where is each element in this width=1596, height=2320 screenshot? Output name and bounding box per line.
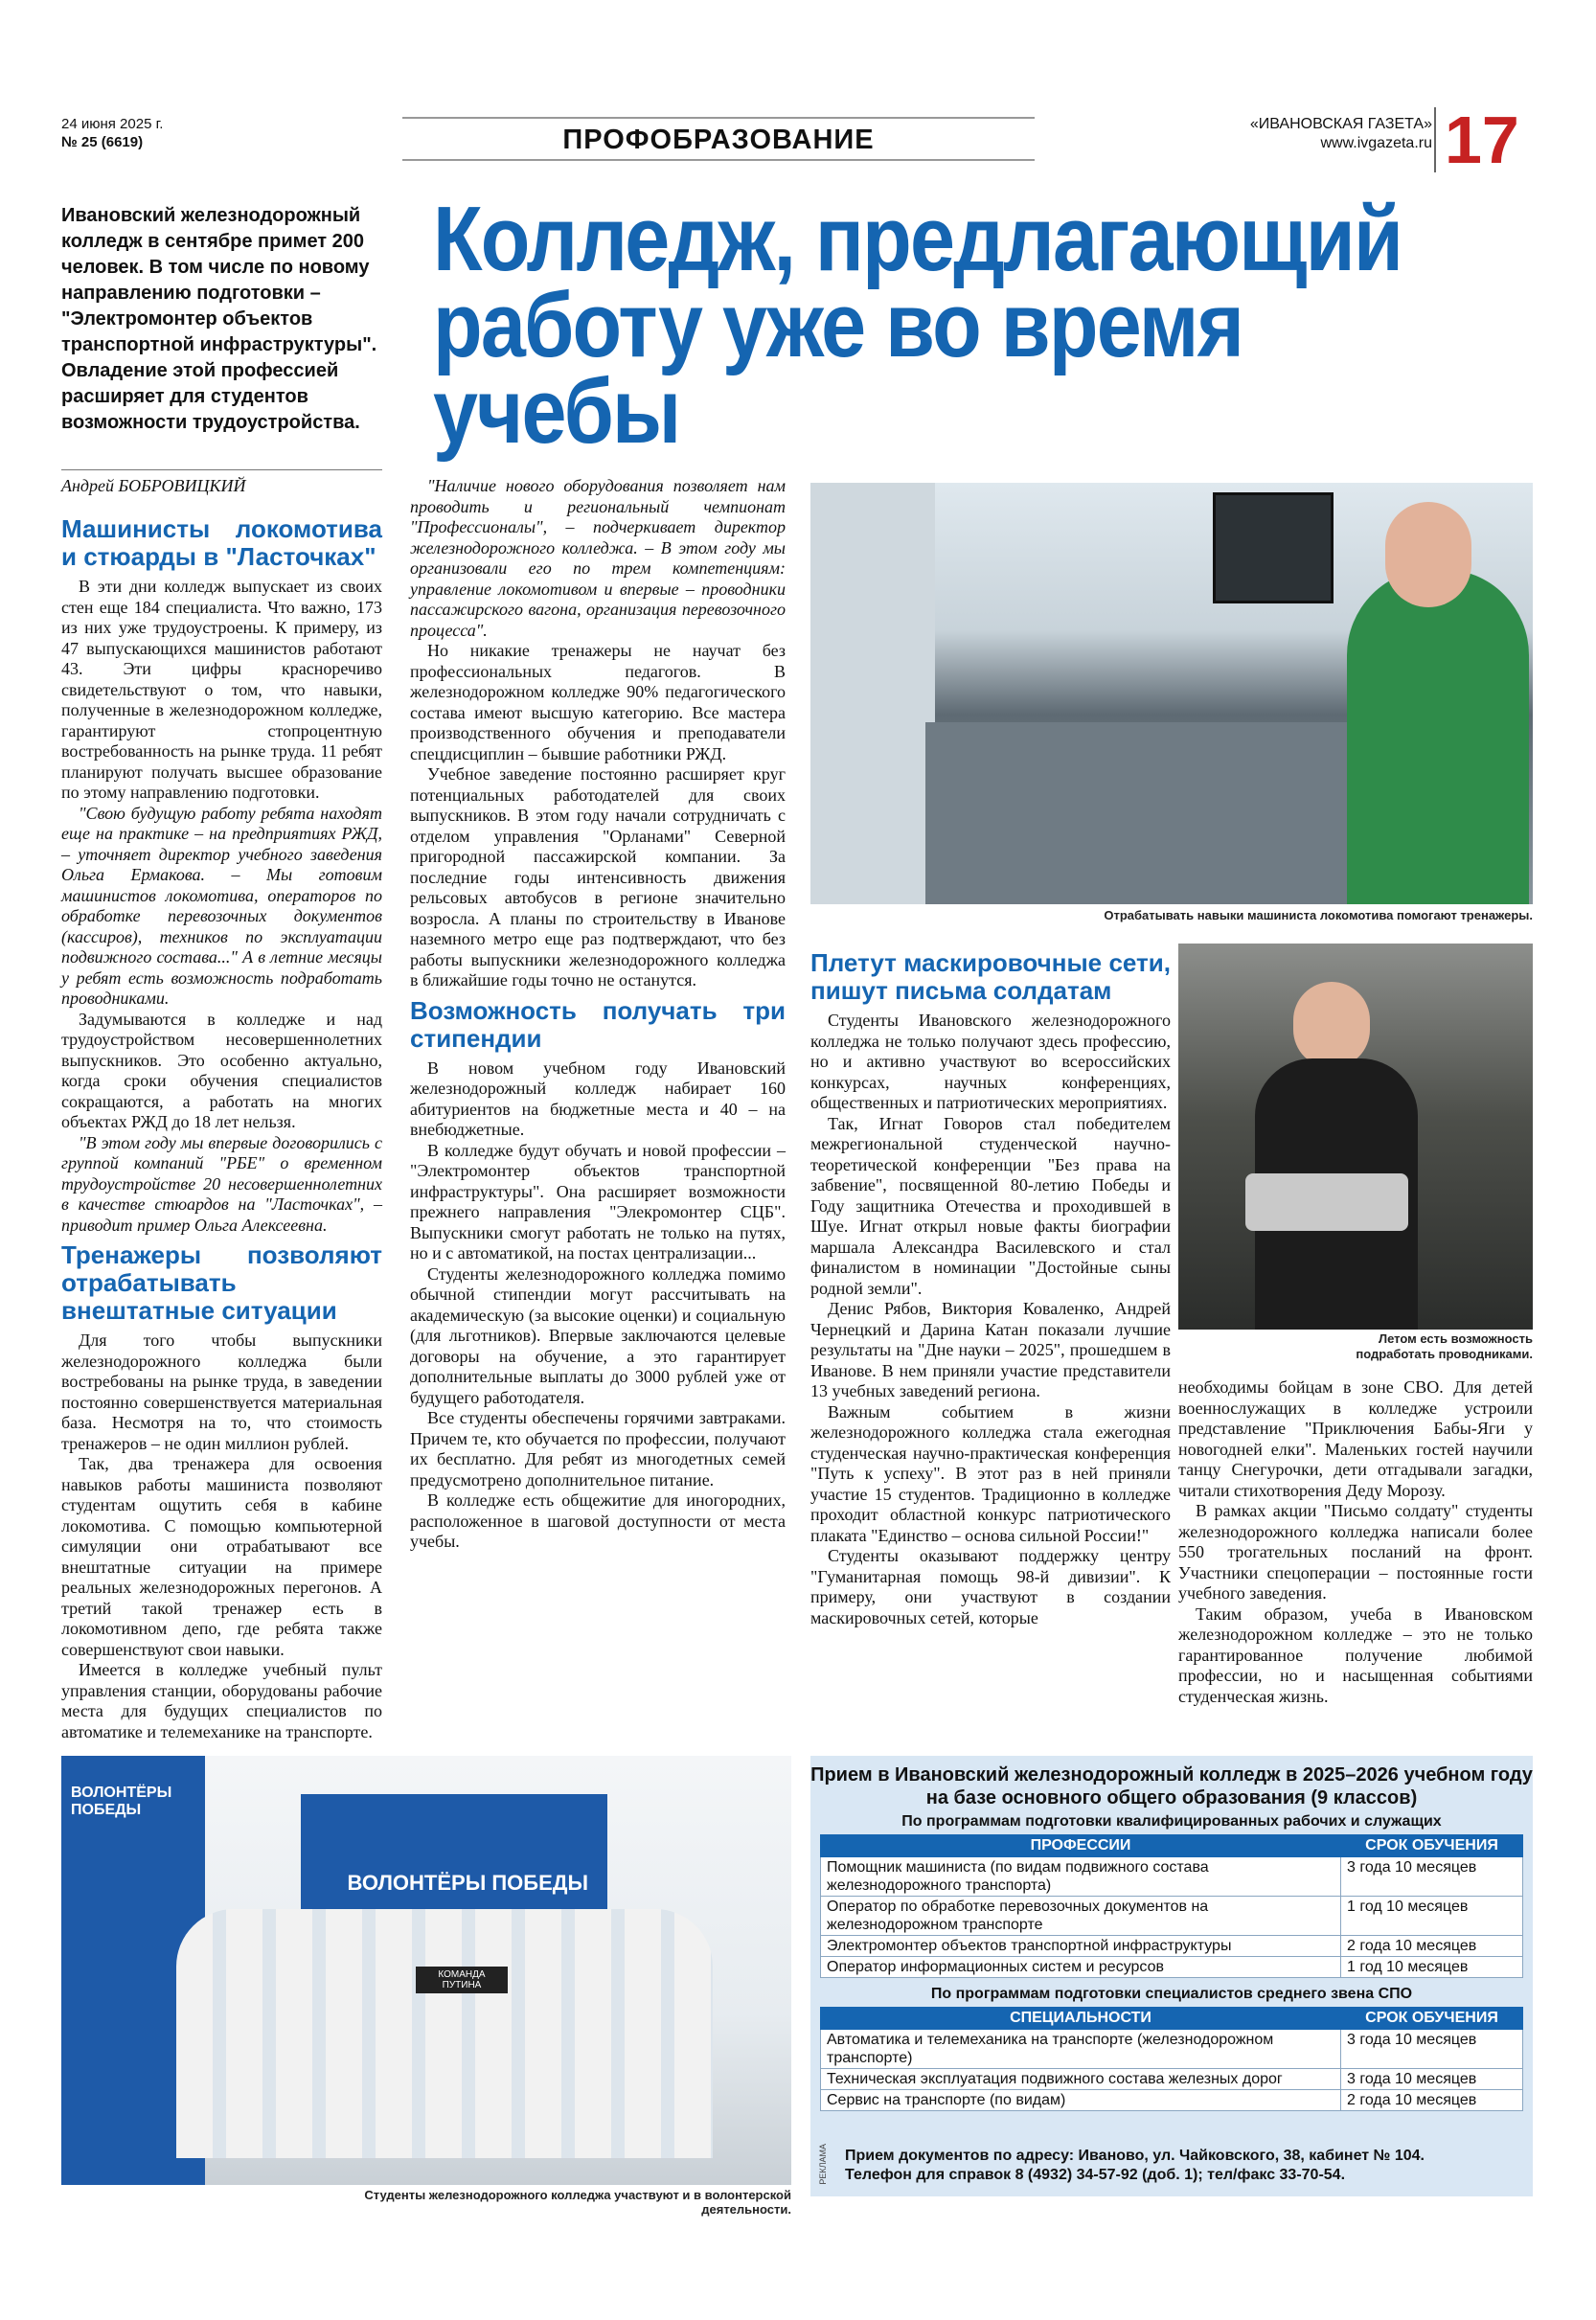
admission-contacts [845, 2147, 1425, 2185]
paragraph: Студенты оказывают поддержку центру "Гуманитарная помощь 98-й дивизии". К примеру, они участвуют в создании маскировочных сетей, которые [810, 1546, 1171, 1627]
program-name-cell: Сервис на транспорте (по видам) [821, 2090, 1341, 2111]
banner-text: ВОЛОНТЁРЫ ПОБЕДЫ [347, 1871, 588, 1895]
section-label: ПРОФОБРАЗОВАНИЕ [562, 125, 875, 155]
paragraph: Студенты железнодорожного колледжа помимо обычной стипендии могут рассчитывать на академическую (за высокие оценки) и социальную (для льготников). Впервые заключаются целевые договоры на обучение, а это гарантирует дополнительные выплаты до 3000 рублей уже от будущего работодателя. [410, 1263, 786, 1407]
subheading: Тренажеры позволяют отрабатывать внештатные ситуации [61, 1240, 382, 1325]
duration-cell: 3 года 10 месяцев [1341, 2030, 1523, 2069]
paragraph: В новом учебном году Ивановский железнодорожный колледж набирает 160 абитуриентов на бюджетные места и 40 – на внебюджетные. [410, 1058, 786, 1139]
byline-divider [61, 469, 382, 470]
ad-mark: РЕКЛАМА [818, 2144, 828, 2185]
admission-title-line1: Прием в Ивановский железнодорожный колледж в 2025–2026 учебном году [810, 1764, 1533, 1785]
admission-box [810, 1756, 1533, 2196]
paper-info [1150, 115, 1432, 153]
student-figure [1347, 569, 1529, 904]
paragraph: В колледже будут обучать и новой профессии – "Электромонтер объектов транспортной инфраструктуры". Она расширяет возможности прежнего направления "Элекромонтер СЦБ". Выпускники смогут работать не только на путях, но и с автоматикой, на постах централизации... [410, 1140, 786, 1262]
program-name-cell: Помощник машиниста (по видам подвижного состава железнодорожного транспорта) [821, 1857, 1341, 1897]
byline: Андрей БОБРОВИЦКИЙ [61, 476, 246, 495]
program-name-cell: Техническая эксплуатация подвижного состава железных дорог [821, 2069, 1341, 2090]
banner-text: ВОЛОНТЁРЫ ПОБЕДЫ [71, 1785, 172, 1818]
group-of-students [176, 1909, 713, 2158]
paragraph: Таким образом, учеба в Ивановском железнодорожном колледже – это не только гарантированное получение любимой профессии, но и насыщенная событиями студенческая жизнь. [1178, 1604, 1533, 1706]
program-name-cell: Автоматика и телемеханика на транспорте (железнодорожном транспорте) [821, 2030, 1341, 2069]
table-header [821, 2008, 1523, 2030]
paragraph: В колледже есть общежитие для иногородних, расположенное в шаговой доступности от места учебы. [410, 1490, 786, 1551]
issue-number: № 25 (6619) [61, 134, 144, 150]
subheading: Машинисты локомотива и стюарды в "Ласточках" [61, 514, 382, 571]
table-row [821, 1857, 1523, 1897]
quote: "Свою будущую работу ребята находят еще на практике – на предприятиях РЖД, – уточняет директор учебного заведения Ольга Ермакова. – Мы готовим машинистов локомотива, операторов по обработке перевозочных документов (кассиров), техников по эксплуатации подвижного состава..." А в летние месяцы у ребят есть возможность подработать проводниками. [61, 803, 382, 1008]
issue-info [61, 115, 163, 151]
admission-subtitle: По программам подготовки специалистов среднего звена СПО [930, 1986, 1413, 2002]
table-row [821, 1897, 1523, 1936]
issue-date: 24 июня 2025 г. [61, 116, 164, 132]
conductor-photo [1178, 944, 1533, 1330]
paragraph: Имеется в колледже учебный пульт управления станции, оборудованы рабочие места для будущих специалистов по автоматике и телемеханике на транспорте. [61, 1660, 382, 1741]
duration-cell: 3 года 10 месяцев [1341, 1857, 1523, 1897]
conductor-head [1293, 982, 1370, 1068]
table-header [821, 1835, 1523, 1857]
paragraph: Так, два тренажера для освоения навыков работы машиниста позволяют студентам ощутить себя в кабине локомотива. С помощью компьютерной симуляции они отрабатывают все внештатные ситуации на примере реальных железнодорожных перегонов. А третий такой тренажер есть в локомотивном депо, где ребята также совершенствуют свои навыки. [61, 1454, 382, 1659]
subheading: Плетут маскировочные сети, пишут письма солдатам [810, 948, 1171, 1005]
paragraph: Студенты Ивановского железнодорожного колледжа не только получают здесь профессию, но и активно участвуют во всероссийских конкурсах, научных конференциях, общественных и патриотических мероприятиях. [810, 1011, 1171, 1112]
page-number: 17 [1445, 102, 1519, 177]
paragraph: Важным событием в жизни железнодорожного колледжа стала ежегодная студенческая научно-практическая конференция "Путь к успеху". В этот раз в ней приняли участие 15 студентов. Традиционно в колледже проходит областной конкурс патриотического плаката "Единство – основа сильной России!" [810, 1401, 1171, 1545]
shirt-text: КОМАНДА ПУТИНА [416, 1967, 508, 1993]
column-header: СРОК ОБУЧЕНИЯ [1341, 2008, 1523, 2030]
monitor-shape [810, 483, 935, 904]
student-head [1385, 502, 1471, 607]
paragraph: В рамках акции "Письмо солдату" студенты железнодорожного колледжа написали более 550 трогательных посланий на фронт. Участники спецоперации – постоянные гости учебного заведения. [1178, 1501, 1533, 1603]
column-header: ПРОФЕССИИ [821, 1835, 1341, 1857]
serving-tray [1245, 1173, 1408, 1231]
photo-caption: Студенты железнодорожного колледжа участвуют и в волонтерской деятельности. [364, 2188, 791, 2217]
column-4 [1178, 1377, 1533, 1707]
column-header: СПЕЦИАЛЬНОСТИ [821, 2008, 1341, 2030]
duration-cell: 1 год 10 месяцев [1341, 1897, 1523, 1936]
table-row [821, 2090, 1523, 2111]
paragraph: Для того чтобы выпускники железнодорожного колледжа были востребованы на рынке труда, в заведении постоянно совершенствуется материальная база. Несмотря на то, что стоимость тренажеров – не один миллион рублей. [61, 1331, 382, 1453]
quote: "В этом году мы впервые договорились с группой компаний "РБЕ" о временном трудоустройстве 20 несовершеннолетних в качестве стюардов на "Ласточках", – приводит пример Ольга Алексеевна. [61, 1132, 382, 1235]
admission-subtitle: По программам подготовки квалифицированных рабочих и служащих [901, 1813, 1442, 1830]
duration-cell: 3 года 10 месяцев [1341, 2069, 1523, 2090]
photo-caption: Летом есть возможность подработать проводниками. [1356, 1331, 1533, 1361]
volunteers-photo [61, 1756, 791, 2185]
article-title: Колледж, предлагающий работу уже во время учебы [433, 188, 1402, 463]
paragraph: необходимы бойцам в зоне СВО. Для детей военнослужащих в колледже устроили представление "Приключения Бабы-Яги у новогодней елки". Маленьких гостей научили танцу Снегурочки, дети отгадывали загадки, читали стихотворения Деду Морозу. [1178, 1377, 1533, 1500]
professions-table [820, 1834, 1523, 1978]
section-banner [402, 117, 1035, 161]
photo-caption: Отрабатывать навыки машиниста локомотива помогают тренажеры. [1104, 908, 1533, 922]
table-row [821, 1957, 1523, 1978]
paragraph: Так, Игнат Говоров стал победителем межрегиональной студенческой научно-теоретической конференции "Без права на забвение", посвященной 80-летию Победы и Году защитника Отечества и проходившей в Шуе. Игнат открыл новые факты биографии маршала Александра Василевского и стал финалистом в номинации "Достойные сыны родной земли". [810, 1113, 1171, 1298]
paragraph: Денис Рябов, Виктория Коваленко, Андрей Чернецкий и Дарина Катан показали лучшие результаты на "Дне науки – 2025", прошедшем в Иванове. В нем приняли участие представители 13 учебных заведений региона. [810, 1299, 1171, 1400]
control-console [925, 722, 1404, 904]
paragraph: Но никакие тренажеры не научат без профессиональных педагогов. В железнодорожном колледже 90% педагогического состава имеют высшую категорию. Все мастера производственного обучения и преподаватели спецдисциплин – бывшие работники РЖД. [410, 641, 786, 763]
table-row [821, 2030, 1523, 2069]
paragraph: Учебное заведение постоянно расширяет круг потенциальных работодателей для своих выпускников. В этом году начали сотрудничать с отделом управления "Орланами" Северной пригородной пассажирской компании. За последние годы интенсивность движения рельсовых автобусов в регионе значительно возросла. А планы по строительству в Иванове наземного метро еще раз подтверждают, что без работы выпускники железнодорожного колледжа в ближайшие годы точно не останутся. [410, 764, 786, 989]
contact-phone: Телефон для справок 8 (4932) 34-57-92 (доб. 1); тел/факс 33-70-54. [845, 2167, 1346, 2183]
admission-title-line2: на базе основного общего образования (9 классов) [925, 1787, 1418, 1808]
paper-name: «ИВАНОВСКАЯ ГАЗЕТА» [1249, 116, 1432, 132]
program-name-cell: Электромонтер объектов транспортной инфраструктуры [821, 1936, 1341, 1957]
paragraph: Все студенты обеспечены горячими завтраками. Причем те, кто обучается по профессии, получают их бесплатно. Для ребят из многодетных семей предусмотрено дополнительное питание. [410, 1408, 786, 1490]
paragraph: Задумываются в колледже и над трудоустройством несовершеннолетних выпускников. Это особенно актуально, когда сроки обучения специалистов сокращаются, а работать на многих объектах РЖД до 18 лет нельзя. [61, 1009, 382, 1131]
admission-title [810, 1763, 1533, 1809]
header-divider [1434, 107, 1436, 172]
table-row [821, 2069, 1523, 2090]
column-header: СРОК ОБУЧЕНИЯ [1341, 1835, 1523, 1857]
column-1 [61, 510, 382, 1742]
quote: "Наличие нового оборудования позволяет нам проводить и региональный чемпионат "Профессионалы", – подчеркивает директор железнодорожного колледжа. – В этом году мы организовали его по трем компетенциям: управление локомотивом и впервые – проводники пассажирского вагона, организация перевозочного процесса". [410, 476, 786, 640]
contact-address: Прием документов по адресу: Иваново, ул. Чайковского, 38, кабинет № 104. [845, 2148, 1425, 2164]
table-row [821, 1936, 1523, 1957]
paper-site: www.ivgazeta.ru [1320, 135, 1432, 151]
control-display [1213, 492, 1334, 603]
program-name-cell: Оператор информационных систем и ресурсов [821, 1957, 1341, 1978]
specialties-table [820, 2007, 1523, 2111]
duration-cell: 2 года 10 месяцев [1341, 2090, 1523, 2111]
simulator-photo [810, 483, 1533, 904]
lead-paragraph: Ивановский железнодорожный колледж в сентябре примет 200 человек. В том числе по новому направлению подготовки – "Электромонтер объектов транспортной инфраструктуры". Овладение этой профессией расширяет для студентов возможности трудоустройства. [61, 205, 377, 433]
column-3 [810, 944, 1171, 1628]
duration-cell: 1 год 10 месяцев [1341, 1957, 1523, 1978]
paragraph: В эти дни колледж выпускает из своих стен еще 184 специалиста. Что важно, 173 из них уже трудоустроены. К примеру, из 47 выпускающихся машинистов работают 43. Эти цифры красноречиво свидетельствуют о том, что навыки, полученные в железнодорожном колледже, гарантируют стопроцентную востребованность на рынке труда. 11 ребят планируют получать высшее образование по этому направлению подготовки. [61, 577, 382, 802]
duration-cell: 2 года 10 месяцев [1341, 1936, 1523, 1957]
column-2 [410, 476, 786, 1553]
subheading: Возможность получать три стипендии [410, 995, 786, 1053]
program-name-cell: Оператор по обработке перевозочных документов на железнодорожном транспорте [821, 1897, 1341, 1936]
